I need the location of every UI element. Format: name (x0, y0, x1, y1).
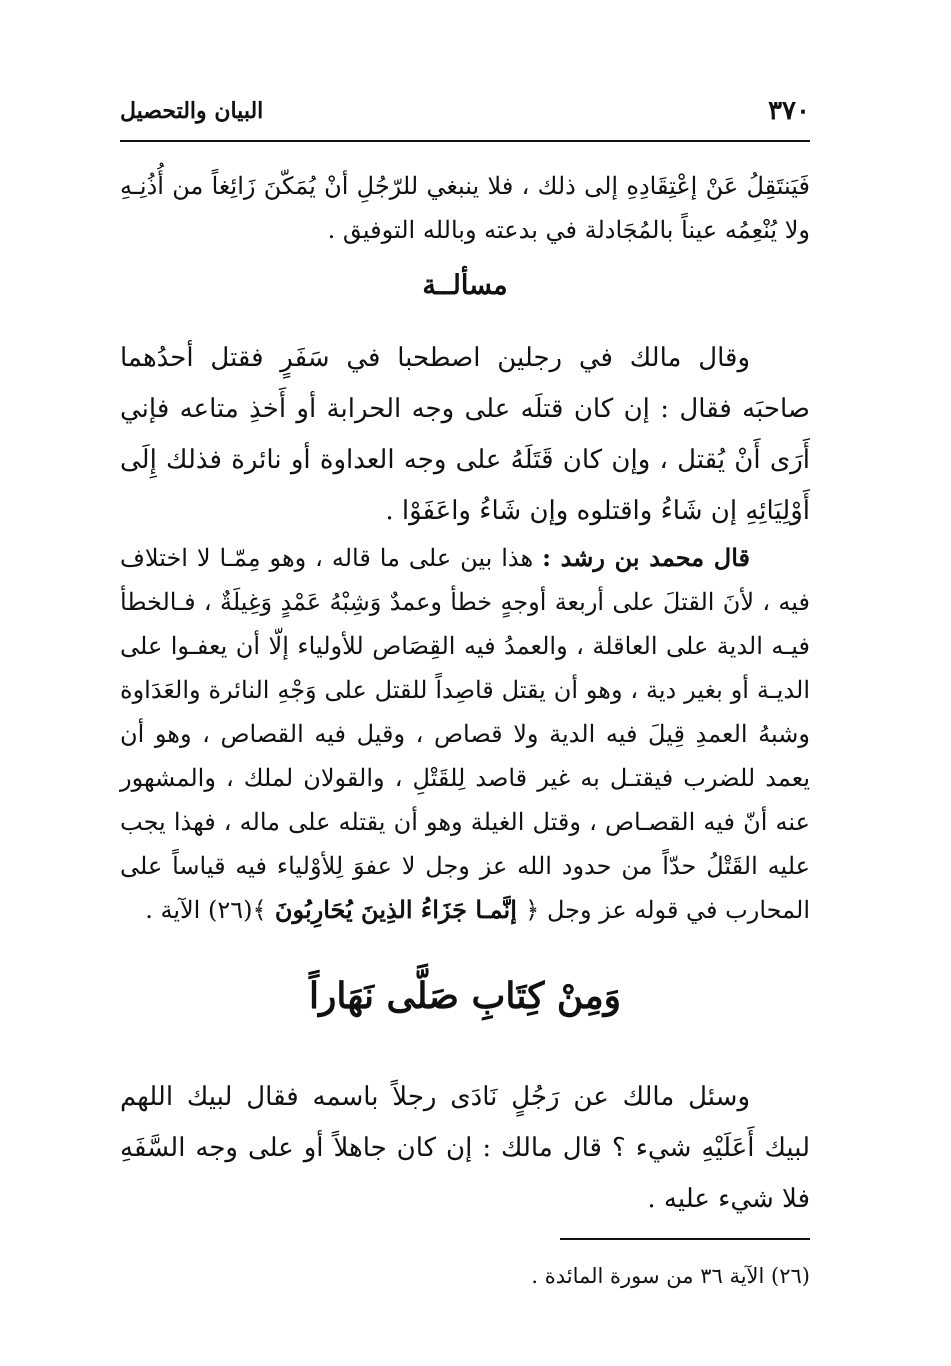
paragraph-malik-answer: وسئل مالك عن رَجُلٍ نَادَى رجلاً باسمه فقال لبيك اللهم لبيك أَعَلَيْهِ شيء ؟ قال مالك : إن كان جاهلاً أو على وجه السَّفَهِ فلا شيء عليه . (120, 1082, 810, 1214)
running-header (120, 96, 810, 136)
commentary-text: هذا بين على ما قاله ، وهو مِمّـا لا اختلاف فيه ، لأنَ القتلَ على أربعة أوجهٍ خطأ وعمدٌ وَشِبْهُ عَمْدٍ وَغِيلَةٌ ، فـالخطأ فيـه الدية على العاقلة ، والعمدُ فيه القِصَاص للأولياء إلّا أن يعفـوا على الديـة أو بغير دية ، وهو أن يقتل قاصِداً للقتل على وَجْهِ النائرة والعَدَاوة وشبهُ العمدِ قِيلَ فيه الدية ولا قصاص ، وقيل فيه القصاص ، وهو أن يعمد للضرب فيقتـل به غير قاصد لِلقَتْلِ ، والقولان لملك ، والمشهور عنه أنّ فيه القصـاص ، وقتل الغيلة وهو أن يقتله على ماله ، فهذا يجب عليه القَتْلُ حدّاً من حدود الله عز وجل لا عفوَ لِلأوْلياء فيه قياساً على المحارب في قوله عز وجل ﴿ (120, 544, 810, 924)
header-rule (120, 140, 810, 142)
paragraph-continuation: فَيَنتَقِلُ عَنْ إعْتِقَادِهِ إلى ذلك ، فلا ينبغي للرّجُلِ أنْ يُمَكّنَ زَائِغاً من أُذُنِـهِ ولا يُنْعِمُه عيناً بالمُجَادلة في بدعته وبالله التوفيق . (120, 172, 810, 244)
quran-quote: إنَّمـا جَزَاءُ الذِينَ يُحَارِبُونَ (266, 895, 526, 924)
commentary-end: ﴾(٢٦) الآية . (145, 896, 267, 924)
chapter-heading-kitab: وَمِنْ كِتَابِ صَلَّى نَهَاراً (309, 975, 621, 1017)
paragraph-malik-question: وقال مالك في رجلين اصطحبا في سَفَرٍ فقتل أحدُهما صاحبَه فقال : إن كان قتلَه على وجه الحرابة أو أَخذِ متاعه فإني أَرَى أَنْ يُقتل ، وإن كان قَتَلَهُ على وجه العداوة أو نائرة فذلك إِلَى أَوْلِيَائِهِ إن شَاءُ واقتلوه وإن شَاءُ واعَفَوْا . (120, 343, 810, 526)
page-number: ٣٧٠ (768, 96, 810, 126)
speaker-name: قال محمد بن رشد : (542, 543, 751, 572)
footnote-rule (560, 1238, 810, 1240)
footnote: (٢٦) الآية ٣٦ من سورة المائدة . (531, 1264, 810, 1288)
section-heading-masala: مسألــة (422, 270, 508, 301)
paragraph-ibn-rushd-commentary (120, 536, 810, 932)
book-title: البيان والتحصيل (120, 98, 264, 124)
